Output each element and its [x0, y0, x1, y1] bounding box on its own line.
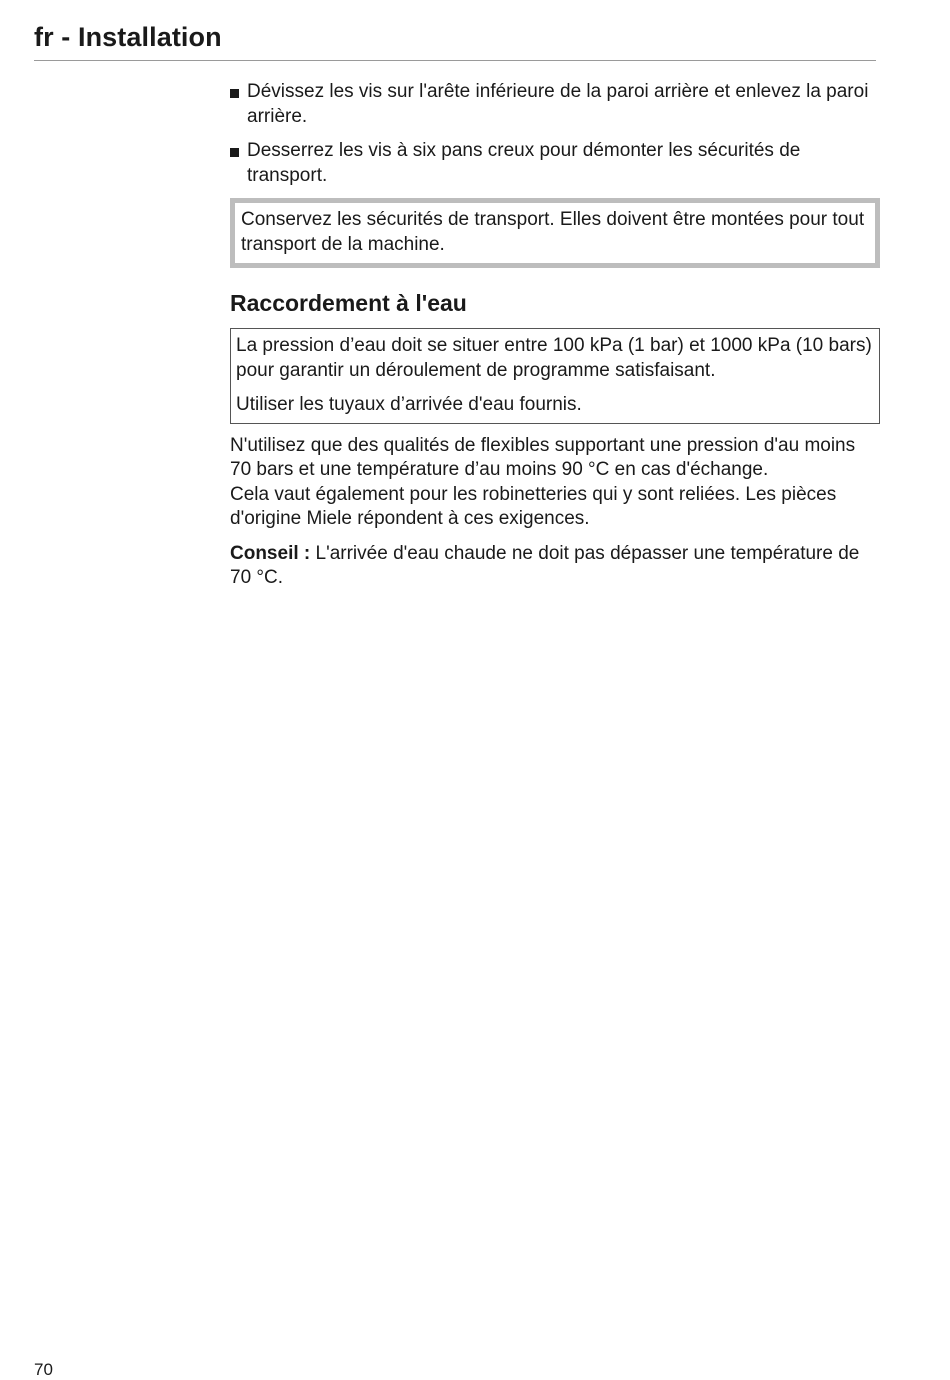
tip-label: Conseil :: [230, 542, 311, 564]
transport-notice-text: Conservez les sécurités de transport. Elles doivent être montées pour tout transport de la machine.: [241, 209, 865, 255]
hoses-paragraph: [230, 434, 880, 532]
instruction-list: [230, 80, 880, 188]
pressure-notice-box: [230, 328, 880, 424]
page-header: [34, 20, 876, 61]
transport-notice-box: [230, 198, 880, 268]
pressure-notice-text: La pression d’eau doit se situer entre 100 kPa (1 bar) et 1000 kPa (10 bars) pour garantir un déroulement de programme satisfaisant.: [236, 335, 872, 381]
hoses-paragraph-line1: N'utilisez que des qualités de flexibles supportant une pression d'au moins 70 bars et une température d’au moins 90 °C en cas d'échange.: [230, 434, 856, 480]
list-item: [230, 80, 880, 129]
section-heading: Raccordement à l'eau: [230, 290, 467, 316]
square-bullet-icon: [230, 148, 239, 157]
page-title: fr - Installation: [34, 22, 222, 52]
hoses-paragraph-line2: Cela vaut également pour les robinetteries qui y sont reliées. Les pièces d'origine Miele répondent à ces exigences.: [230, 483, 837, 529]
list-item-text: Dévissez les vis sur l'arête inférieure de la paroi arrière et enlevez la paroi arrière.: [247, 81, 869, 127]
list-item: [230, 139, 880, 188]
tip-paragraph: [230, 542, 880, 591]
square-bullet-icon: [230, 89, 239, 98]
page-number: 70: [34, 1360, 53, 1379]
list-item-text: Desserrez les vis à six pans creux pour démonter les sécurités de transport.: [247, 140, 801, 186]
hose-notice-text: Utiliser les tuyaux d’arrivée d'eau fournis.: [236, 394, 582, 415]
main-content: [230, 80, 880, 591]
tip-text: L'arrivée d'eau chaude ne doit pas dépasser une température de 70 °C.: [230, 542, 860, 588]
